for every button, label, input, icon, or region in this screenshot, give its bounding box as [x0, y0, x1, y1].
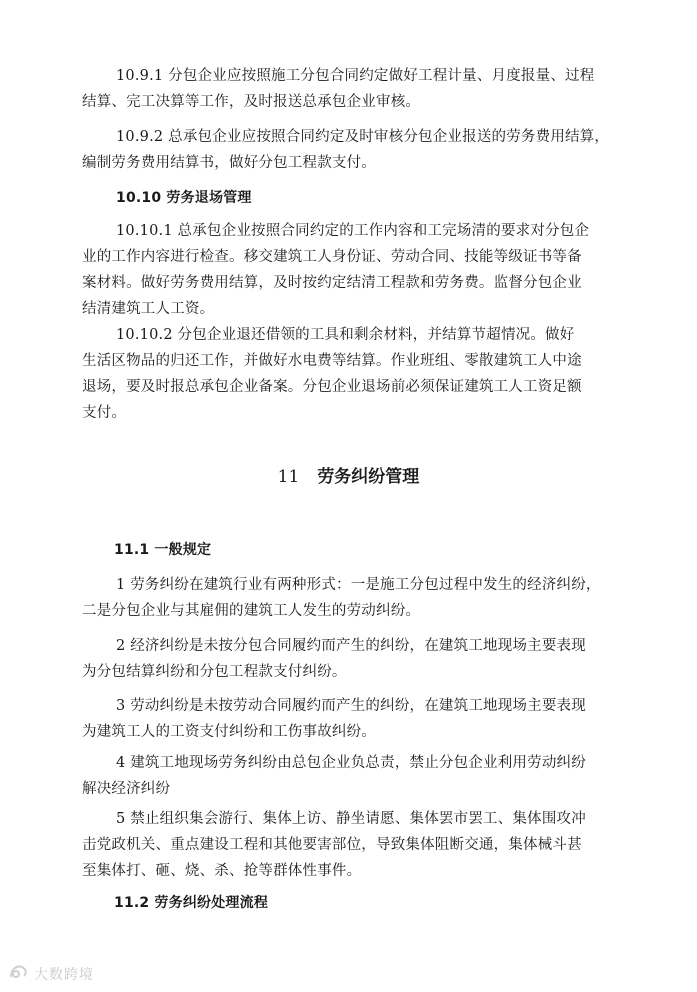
rule-3-line-2: 为建筑工人的工资支付纠纷和工伤事故纠纷。	[82, 724, 376, 740]
section-heading-11-1: 11.1 一般规定	[114, 542, 212, 558]
watermark-text: 大数跨境	[34, 967, 94, 983]
watermark-logo-icon	[8, 962, 30, 986]
clause-10-9-2-line-2: 编制劳务费用结算书，做好分包工程款支付。	[82, 155, 376, 171]
section-heading-10-10: 10.10 劳务退场管理	[116, 190, 252, 206]
clause-10-9-1-line-1: 10.9.1 分包企业应按照施工分包合同约定做好工程计量、月度报量、过程	[116, 68, 595, 84]
clause-10-10-1-line-4: 结清建筑工人工资。	[82, 301, 215, 317]
chapter-title: 劳务纠纷管理	[317, 467, 420, 487]
clause-10-10-2-line-2: 生活区物品的归还工作，并做好水电费等结算。作业班组、零散建筑工人中途	[82, 353, 582, 369]
clause-10-9-1-line-2: 结算、完工决算等工作，及时报送总承包企业审核。	[82, 94, 421, 110]
clause-10-10-1-line-3: 案材料。做好劳务费用结算，及时按约定结清工程款和劳务费。监督分包企业	[82, 275, 582, 291]
rule-5-line-3: 至集体打、砸、烧、杀、抢等群体性事件。	[82, 863, 362, 879]
chapter-heading	[0, 465, 697, 489]
rule-4-line-2: 解决经济纠纷	[82, 781, 171, 797]
rule-4-line-1: 4 建筑工地现场劳务纠纷由总包企业负总责，禁止分包企业利用劳动纠纷	[116, 755, 586, 771]
rule-3-line-1: 3 劳动纠纷是未按劳动合同履约而产生的纠纷，在建筑工地现场主要表现	[116, 698, 586, 714]
clause-10-10-2-line-4: 支付。	[82, 405, 127, 421]
clause-10-10-2-line-1: 10.10.2 分包企业退还借领的工具和剩余材料，并结算节超情况。做好	[116, 327, 575, 343]
section-heading-11-2: 11.2 劳务纠纷处理流程	[114, 895, 269, 911]
rule-1-line-2: 二是分包企业与其雇佣的建筑工人发生的劳动纠纷。	[82, 603, 421, 619]
rule-1-line-1: 1 劳务纠纷在建筑行业有两种形式：一是施工分包过程中发生的经济纠纷，	[116, 577, 601, 593]
clause-10-10-1-line-1: 10.10.1 总承包企业按照合同约定的工作内容和工完场清的要求对分包企	[116, 223, 590, 239]
clause-10-10-2-line-3: 退场，要及时报总承包企业备案。分包企业退场前必须保证建筑工人工资足额	[82, 379, 582, 395]
rule-5-line-2: 击党政机关、重点建设工程和其他要害部位，导致集体阻断交通，集体械斗甚	[82, 837, 582, 853]
rule-5-line-1: 5 禁止组织集会游行、集体上访、静坐请愿、集体罢市罢工、集体围攻冲	[116, 811, 586, 827]
clause-10-10-1-line-2: 业的工作内容进行检查。移交建筑工人身份证、劳动合同、技能等级证书等备	[82, 249, 582, 265]
rule-2-line-2: 为分包结算纠纷和分包工程款支付纠纷。	[82, 664, 347, 680]
chapter-number: 11	[277, 467, 300, 487]
rule-2-line-1: 2 经济纠纷是未按分包合同履约而产生的纠纷，在建筑工地现场主要表现	[116, 638, 586, 654]
watermark	[8, 962, 94, 986]
clause-10-9-2-line-1: 10.9.2 总承包企业应按照合同约定及时审核分包企业报送的劳务费用结算，	[116, 129, 610, 145]
